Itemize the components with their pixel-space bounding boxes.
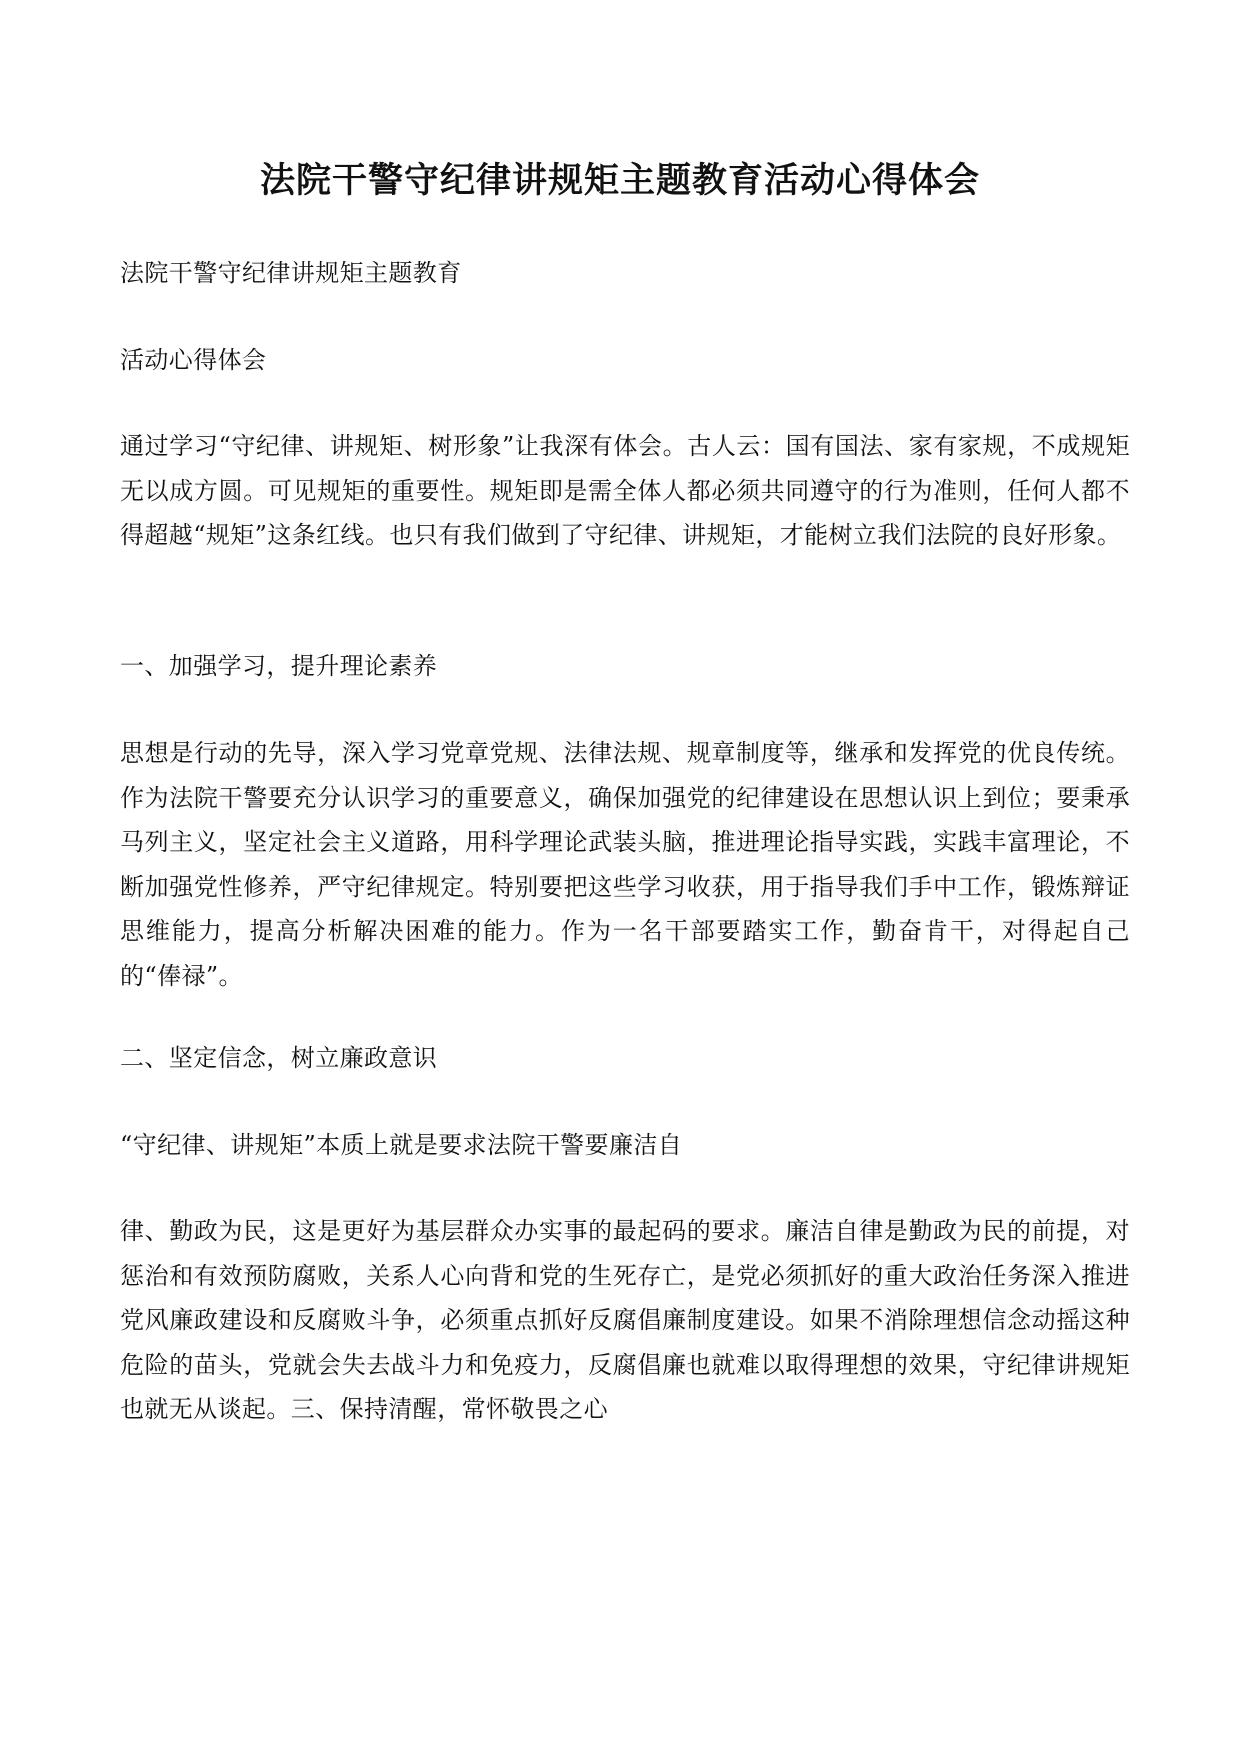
intro-paragraph: 通过学习“守纪律、讲规矩、树形象”让我深有体会。古人云：国有国法、家有家规，不成规矩无以成方圆。可见规矩的重要性。规矩即是需全体人都必须共同遵守的行为准则，任何人都不得超越“规矩”这条红线。也只有我们做到了守纪律、讲规矩，才能树立我们法院的良好形象。	[120, 432, 1130, 549]
section-2-intro-line: “守纪律、讲规矩”本质上就是要求法院干警要廉洁自	[120, 1131, 683, 1159]
subtitle-line-2: 活动心得体会	[120, 346, 267, 374]
section-2-heading: 二、坚定信念，树立廉政意识	[120, 1044, 438, 1072]
section-1-heading: 一、加强学习，提升理论素养	[120, 652, 438, 680]
section-1-paragraph: 思想是行动的先导，深入学习党章党规、法律法规、规章制度等，继承和发挥党的优良传统。作为法院干警要充分认识学习的重要意义，确保加强党的纪律建设在思想认识上到位；要秉承马列主义，坚定社会主义道路，用科学理论武装头脑，推进理论指导实践，实践丰富理论，不断加强党性修养，严守纪律规定。特别要把这些学习收获，用于指导我们手中工作，锻炼辩证思维能力，提高分析解决困难的能力。作为一名干部要踏实工作，勤奋肯干，对得起自己的“俸禄”。	[120, 739, 1130, 990]
section-2-paragraph: 律、勤政为民，这是更好为基层群众办实事的最起码的要求。廉洁自律是勤政为民的前提，对惩治和有效预防腐败，关系人心向背和党的生死存亡，是党必须抓好的重大政治任务深入推进党风廉政建设和反腐败斗争，必须重点抓好反腐倡廉制度建设。如果不消除理想信念动摇这种危险的苗头，党就会失去战斗力和免疫力，反腐倡廉也就难以取得理想的效果，守纪律讲规矩也就无从谈起。三、保持清醒，常怀敬畏之心	[120, 1217, 1130, 1423]
document-title: 法院干警守纪律讲规矩主题教育活动心得体会	[259, 160, 980, 201]
subtitle-line-1: 法院干警守纪律讲规矩主题教育	[120, 259, 462, 287]
